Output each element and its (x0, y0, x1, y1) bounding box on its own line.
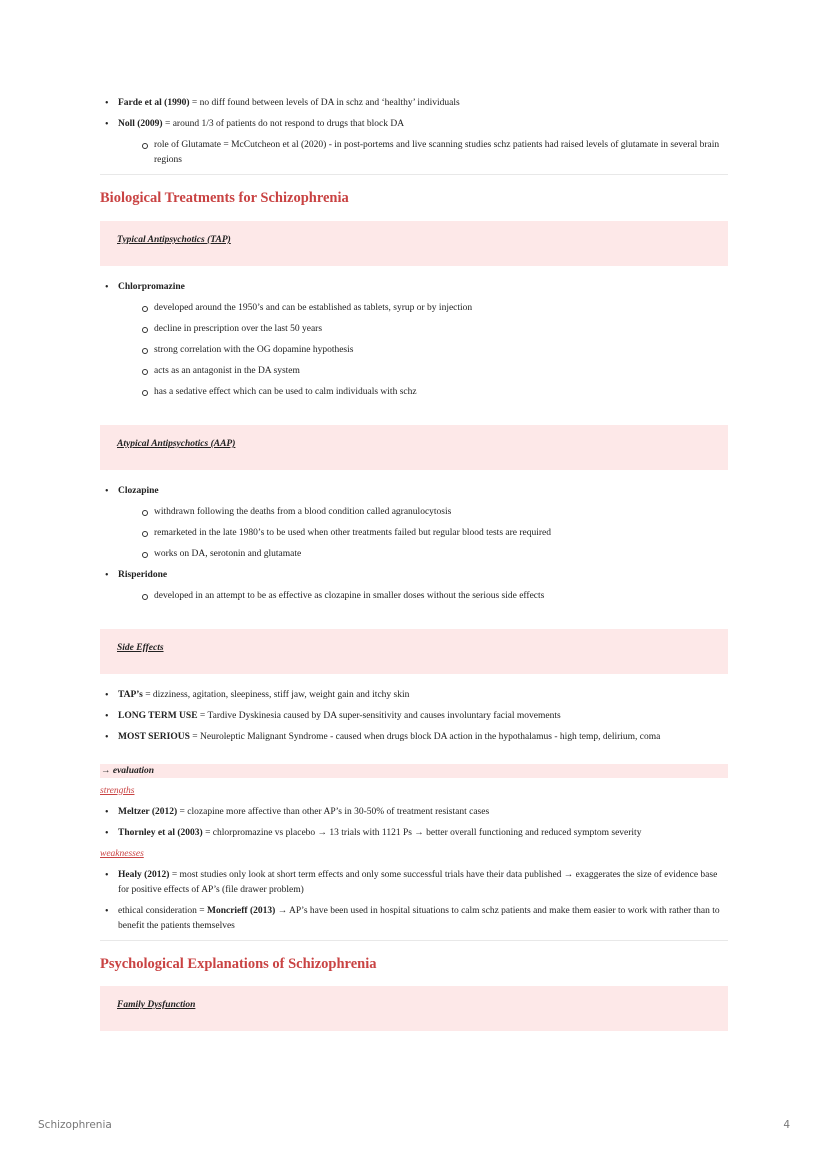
list-item: • ethical consideration = Moncrieff (2013) → AP’s have been used in hospital situations to calm schz patients and make them easier to work with rather than to benefit the patients themselves (100, 904, 728, 934)
sub-list-item: developed in an attempt to be as effective as clozapine in smaller doses without the serious side effects (118, 589, 728, 604)
sub-list-item: strong correlation with the OG dopamine hypothesis (118, 343, 728, 358)
tap-list (100, 280, 728, 400)
side-effects-list (100, 688, 728, 745)
list-item: • Meltzer (2012) = clozapine more affective than other AP’s in 30-50% of treatment resistant cases (100, 805, 728, 820)
callout-family-dysfunction: Family Dysfunction (100, 986, 728, 1031)
weaknesses-label: weaknesses (100, 849, 144, 859)
sub-list-item: role of Glutamate = McCutcheon et al (2020) - in post-portems and live scanning studies schz patients had raised levels of glutamate in several brain regions (118, 138, 728, 168)
divider (100, 940, 728, 941)
page-number: 4 (783, 1119, 790, 1131)
list-item: • Noll (2009) = around 1/3 of patients do not respond to drugs that block DA role of Glutamate = McCutcheon et al (2020) - in post-portems and live scanning studies schz patients had raised levels of glutamate in several brain regions (100, 117, 728, 168)
strengths-list (100, 805, 728, 841)
strengths-label: strengths (100, 786, 135, 796)
sub-list-item: developed around the 1950’s and can be established as tablets, syrup or by injection (118, 301, 728, 316)
footer-title: Schizophrenia (38, 1119, 112, 1131)
list-item: • LONG TERM USE = Tardive Dyskinesia caused by DA super-sensitivity and causes involuntary facial movements (100, 709, 728, 724)
document-body (100, 96, 728, 1031)
callout-typical-antipsychotics: Typical Antipsychotics (TAP) (100, 221, 728, 266)
aap-list (100, 484, 728, 604)
sub-list-item: acts as an antagonist in the DA system (118, 364, 728, 379)
intro-list (100, 96, 728, 168)
callout-atypical-antipsychotics: Atypical Antipsychotics (AAP) (100, 425, 728, 470)
section-heading-biological: Biological Treatments for Schizophrenia (100, 190, 349, 206)
callout-side-effects: Side Effects (100, 629, 728, 674)
evaluation-heading: → evaluation (100, 764, 728, 778)
list-item: • Farde et al (1990) = no diff found between levels of DA in schz and ‘healthy’ individuals (100, 96, 728, 111)
list-item: • Thornley et al (2003) = chlorpromazine vs placebo → 13 trials with 1121 Ps → better overall functioning and reduced symptom severity (100, 826, 728, 841)
divider (100, 174, 728, 175)
list-item: • MOST SERIOUS = Neuroleptic Malignant Syndrome - caused when drugs block DA action in the hypothalamus - high temp, delirium, coma (100, 730, 728, 745)
list-item: • Healy (2012) = most studies only look at short term effects and only some successful trials have their data published → exaggerates the size of evidence base for positive effects of AP’s (file drawer problem) (100, 868, 728, 898)
sub-list-item: has a sedative effect which can be used to calm individuals with schz (118, 385, 728, 400)
sub-list-item: decline in prescription over the last 50 years (118, 322, 728, 337)
list-item: • Risperidone developed in an attempt to be as effective as clozapine in smaller doses without the serious side effects (100, 568, 728, 604)
section-heading-psychological: Psychological Explanations of Schizophrenia (100, 956, 377, 972)
sub-list-item: remarketed in the late 1980’s to be used when other treatments failed but regular blood tests are required (118, 526, 728, 541)
list-item: • Chlorpromazine developed around the 1950’s and can be established as tablets, syrup or by injection decline in prescription over the last 50 years strong correlation with the OG dopamine hypothesis acts as an antagonist in the DA system has a sedative effect which can be used to calm individuals with schz (100, 280, 728, 400)
sub-list-item: withdrawn following the deaths from a blood condition called agranulocytosis (118, 505, 728, 520)
weaknesses-list (100, 868, 728, 934)
list-item: • TAP’s = dizziness, agitation, sleepiness, stiff jaw, weight gain and itchy skin (100, 688, 728, 703)
sub-list-item: works on DA, serotonin and glutamate (118, 547, 728, 562)
list-item: • Clozapine withdrawn following the deaths from a blood condition called agranulocytosis remarketed in the late 1980’s to be used when other treatments failed but regular blood tests are required works on DA, serotonin and glutamate (100, 484, 728, 562)
